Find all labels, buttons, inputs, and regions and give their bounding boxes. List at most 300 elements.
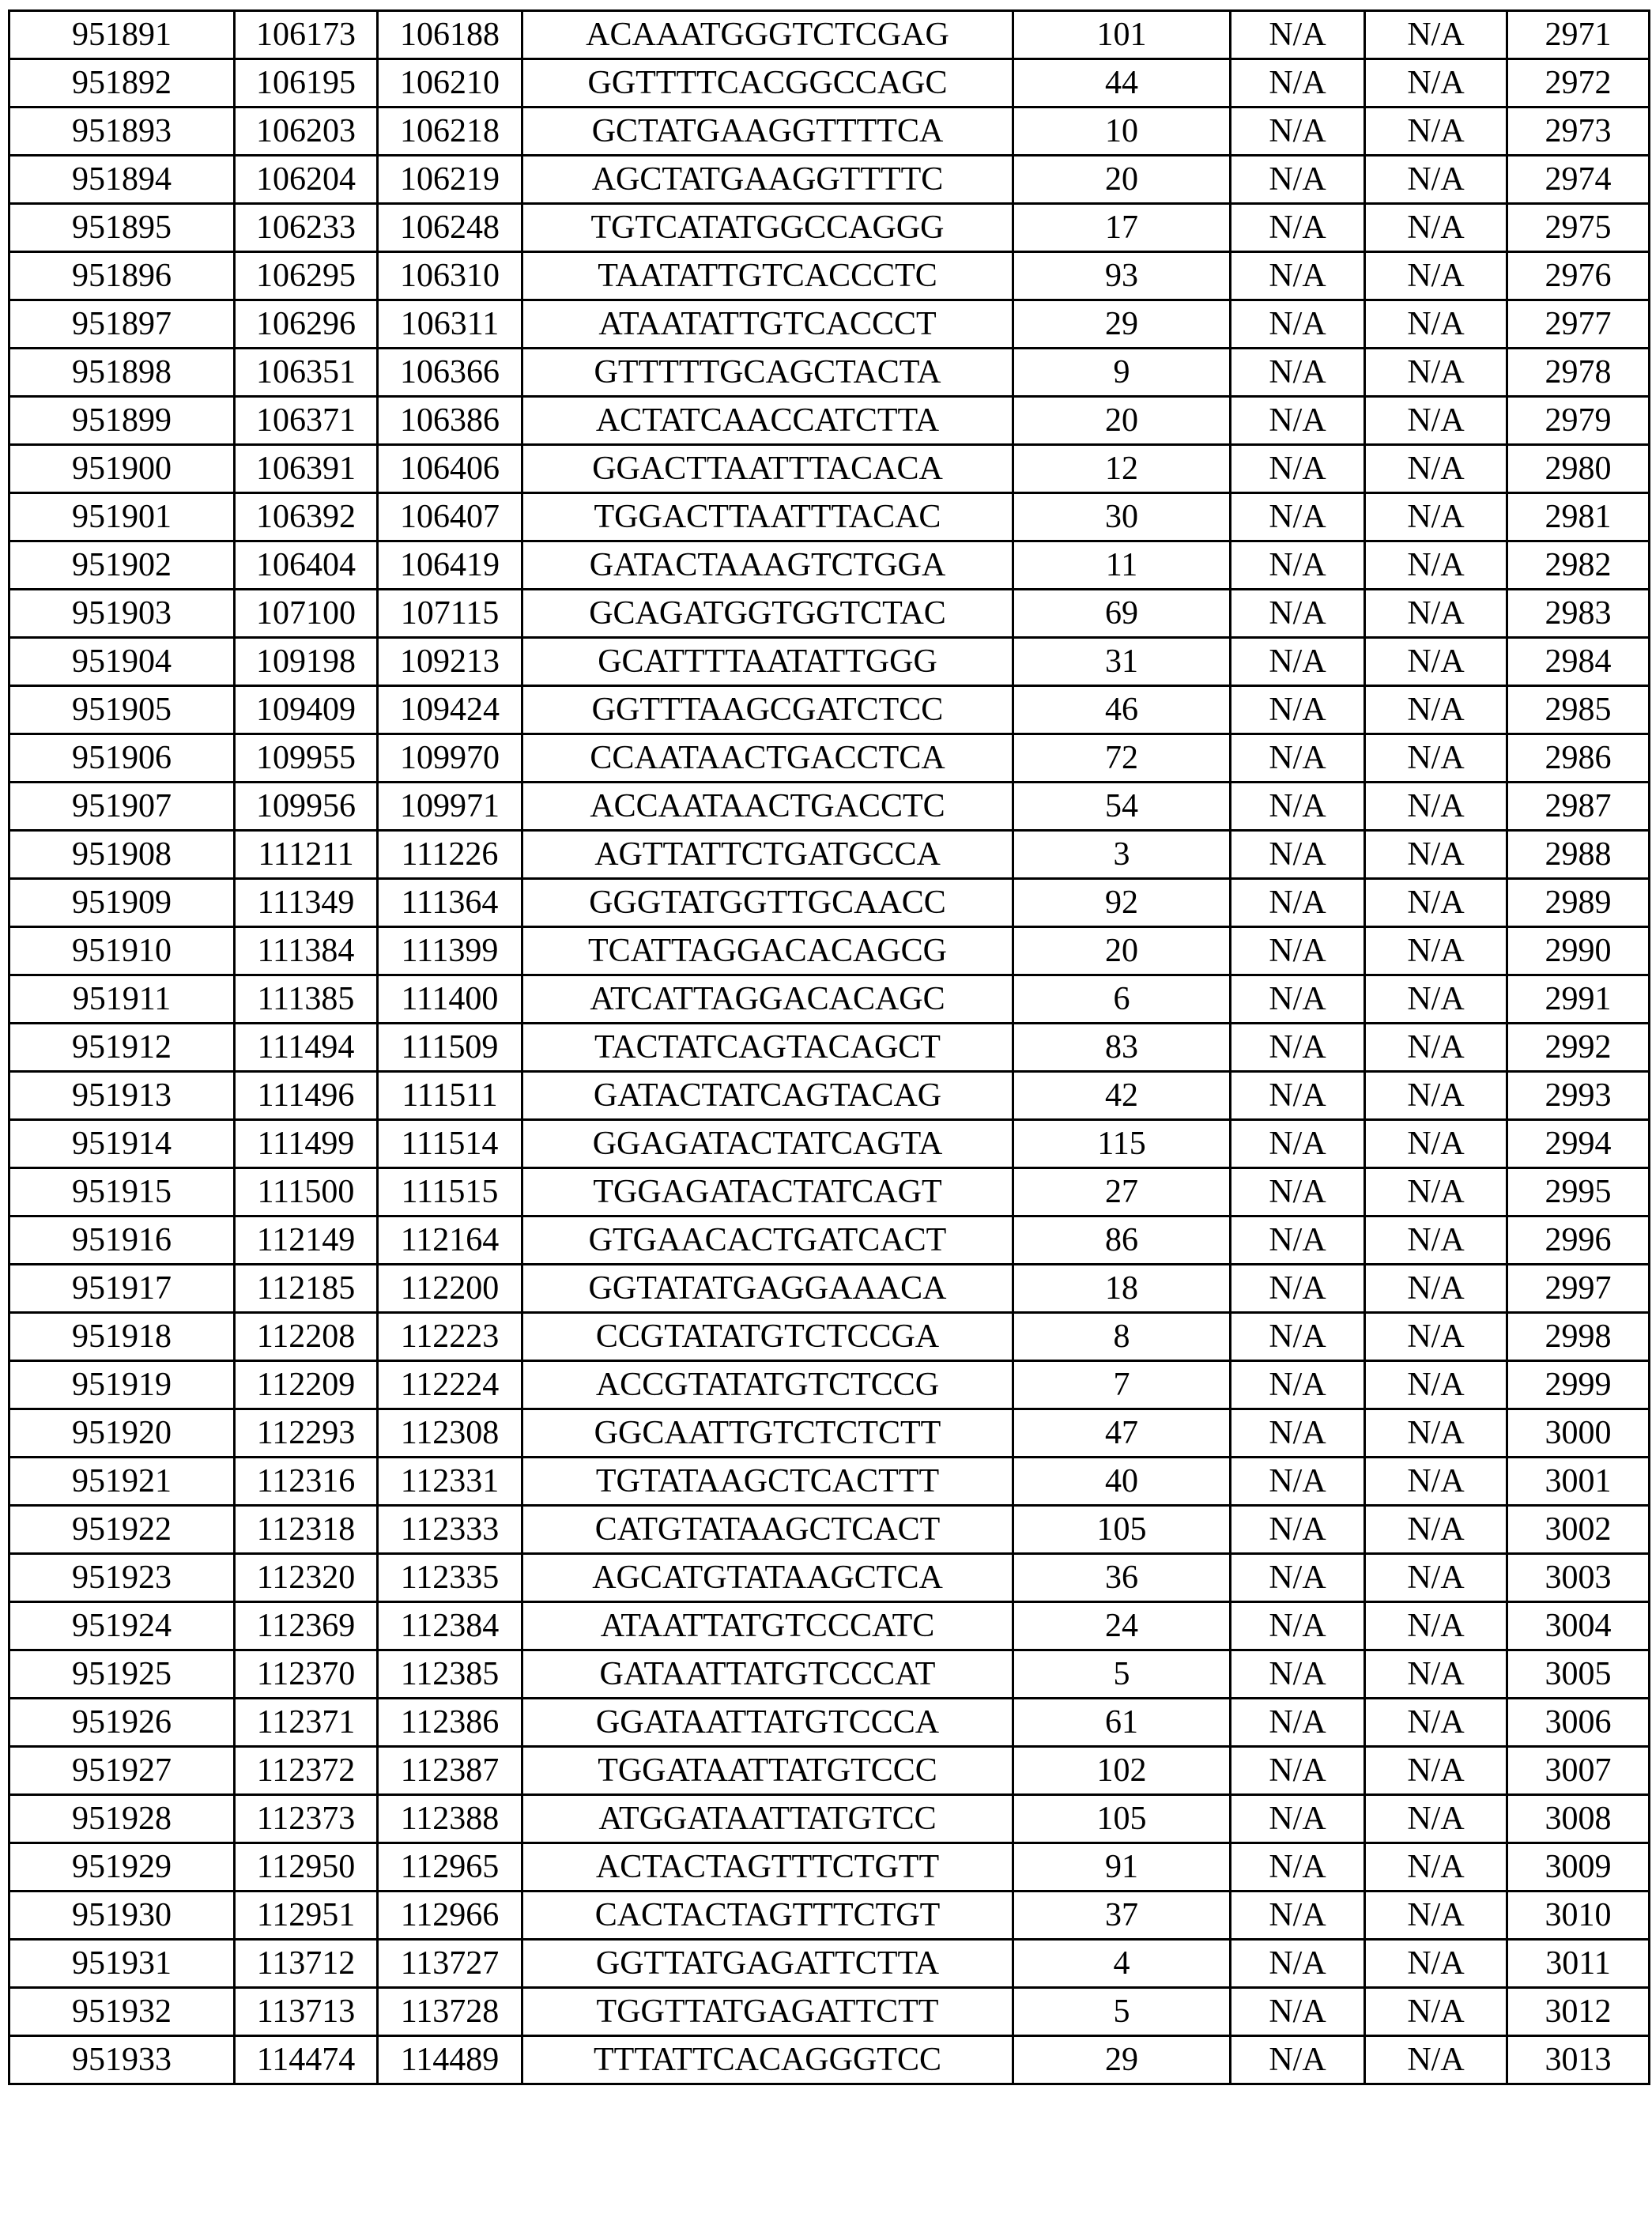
cell-percent-value: 47 — [1013, 1409, 1231, 1458]
cell-seq-id-number: 3010 — [1507, 1892, 1650, 1940]
cell-compound-number: 951892 — [9, 59, 235, 107]
cell-stop-site: 109970 — [378, 734, 522, 783]
cell-compound-number: 951895 — [9, 204, 235, 252]
cell-start-site: 112372 — [235, 1747, 378, 1795]
cell-na-value-1: N/A — [1231, 300, 1365, 349]
cell-na-value-1: N/A — [1231, 1458, 1365, 1506]
table-row — [9, 541, 1650, 590]
table-row — [9, 59, 1650, 107]
cell-percent-value: 12 — [1013, 445, 1231, 493]
cell-seq-id-number: 2984 — [1507, 638, 1650, 686]
cell-seq-id-number: 2992 — [1507, 1024, 1650, 1072]
table-row — [9, 1747, 1650, 1795]
cell-na-value-1: N/A — [1231, 879, 1365, 927]
table-row — [9, 686, 1650, 734]
cell-percent-value: 42 — [1013, 1072, 1231, 1120]
cell-percent-value: 20 — [1013, 927, 1231, 975]
cell-start-site: 112320 — [235, 1554, 378, 1602]
cell-seq-id-number: 3000 — [1507, 1409, 1650, 1458]
cell-na-value-1: N/A — [1231, 156, 1365, 204]
cell-seq-id-number: 2997 — [1507, 1265, 1650, 1313]
cell-na-value-2: N/A — [1365, 397, 1507, 445]
cell-na-value-1: N/A — [1231, 11, 1365, 59]
cell-compound-number: 951912 — [9, 1024, 235, 1072]
cell-stop-site: 106419 — [378, 541, 522, 590]
cell-percent-value: 31 — [1013, 638, 1231, 686]
cell-sequence: ATGGATAATTATGTCC — [522, 1795, 1013, 1843]
cell-na-value-2: N/A — [1365, 1216, 1507, 1265]
cell-compound-number: 951898 — [9, 349, 235, 397]
cell-stop-site: 113728 — [378, 1988, 522, 2036]
cell-sequence: GCATTTTAATATTGGG — [522, 638, 1013, 686]
cell-na-value-1: N/A — [1231, 831, 1365, 879]
cell-seq-id-number: 3008 — [1507, 1795, 1650, 1843]
cell-compound-number: 951893 — [9, 107, 235, 156]
cell-sequence: GGTTTAAGCGATCTCC — [522, 686, 1013, 734]
cell-seq-id-number: 3002 — [1507, 1506, 1650, 1554]
cell-seq-id-number: 2985 — [1507, 686, 1650, 734]
cell-stop-site: 112224 — [378, 1361, 522, 1409]
cell-seq-id-number: 3011 — [1507, 1940, 1650, 1988]
cell-start-site: 106203 — [235, 107, 378, 156]
cell-compound-number: 951917 — [9, 1265, 235, 1313]
table-row — [9, 156, 1650, 204]
table-row — [9, 107, 1650, 156]
cell-seq-id-number: 3001 — [1507, 1458, 1650, 1506]
cell-compound-number: 951905 — [9, 686, 235, 734]
table-row — [9, 1458, 1650, 1506]
cell-start-site: 107100 — [235, 590, 378, 638]
cell-na-value-1: N/A — [1231, 541, 1365, 590]
cell-na-value-2: N/A — [1365, 590, 1507, 638]
cell-start-site: 106295 — [235, 252, 378, 300]
cell-compound-number: 951913 — [9, 1072, 235, 1120]
cell-compound-number: 951927 — [9, 1747, 235, 1795]
cell-percent-value: 115 — [1013, 1120, 1231, 1168]
cell-na-value-1: N/A — [1231, 397, 1365, 445]
cell-compound-number: 951919 — [9, 1361, 235, 1409]
cell-seq-id-number: 2987 — [1507, 783, 1650, 831]
table-row — [9, 1409, 1650, 1458]
cell-start-site: 111494 — [235, 1024, 378, 1072]
table-row — [9, 1506, 1650, 1554]
cell-stop-site: 106366 — [378, 349, 522, 397]
table-row — [9, 879, 1650, 927]
cell-compound-number: 951891 — [9, 11, 235, 59]
cell-compound-number: 951918 — [9, 1313, 235, 1361]
table-row — [9, 1072, 1650, 1120]
cell-seq-id-number: 2983 — [1507, 590, 1650, 638]
cell-compound-number: 951914 — [9, 1120, 235, 1168]
cell-sequence: ATAATTATGTCCCATC — [522, 1602, 1013, 1650]
cell-sequence: TAATATTGTCACCCTC — [522, 252, 1013, 300]
cell-sequence: TGGATAATTATGTCCC — [522, 1747, 1013, 1795]
cell-na-value-2: N/A — [1365, 204, 1507, 252]
cell-start-site: 106296 — [235, 300, 378, 349]
cell-compound-number: 951915 — [9, 1168, 235, 1216]
cell-seq-id-number: 3007 — [1507, 1747, 1650, 1795]
cell-na-value-1: N/A — [1231, 686, 1365, 734]
cell-compound-number: 951900 — [9, 445, 235, 493]
cell-start-site: 112208 — [235, 1313, 378, 1361]
cell-seq-id-number: 2988 — [1507, 831, 1650, 879]
cell-percent-value: 69 — [1013, 590, 1231, 638]
cell-sequence: CCAATAACTGACCTCA — [522, 734, 1013, 783]
cell-na-value-1: N/A — [1231, 1988, 1365, 2036]
cell-percent-value: 102 — [1013, 1747, 1231, 1795]
cell-compound-number: 951930 — [9, 1892, 235, 1940]
cell-na-value-1: N/A — [1231, 638, 1365, 686]
cell-na-value-2: N/A — [1365, 1120, 1507, 1168]
table-row — [9, 11, 1650, 59]
cell-percent-value: 9 — [1013, 349, 1231, 397]
cell-compound-number: 951903 — [9, 590, 235, 638]
cell-na-value-1: N/A — [1231, 1216, 1365, 1265]
cell-na-value-1: N/A — [1231, 349, 1365, 397]
cell-na-value-2: N/A — [1365, 156, 1507, 204]
cell-start-site: 109409 — [235, 686, 378, 734]
cell-percent-value: 4 — [1013, 1940, 1231, 1988]
cell-percent-value: 8 — [1013, 1313, 1231, 1361]
cell-compound-number: 951911 — [9, 975, 235, 1024]
cell-start-site: 112369 — [235, 1602, 378, 1650]
cell-na-value-2: N/A — [1365, 1650, 1507, 1699]
cell-start-site: 112149 — [235, 1216, 378, 1265]
cell-na-value-1: N/A — [1231, 1120, 1365, 1168]
cell-percent-value: 5 — [1013, 1988, 1231, 2036]
cell-seq-id-number: 2994 — [1507, 1120, 1650, 1168]
table-row — [9, 300, 1650, 349]
cell-seq-id-number: 2996 — [1507, 1216, 1650, 1265]
table-row — [9, 2036, 1650, 2084]
cell-na-value-2: N/A — [1365, 783, 1507, 831]
cell-stop-site: 112388 — [378, 1795, 522, 1843]
cell-start-site: 106173 — [235, 11, 378, 59]
cell-start-site: 109955 — [235, 734, 378, 783]
cell-sequence: ACCGTATATGTCTCCG — [522, 1361, 1013, 1409]
cell-seq-id-number: 2995 — [1507, 1168, 1650, 1216]
cell-compound-number: 951909 — [9, 879, 235, 927]
cell-start-site: 112185 — [235, 1265, 378, 1313]
cell-na-value-1: N/A — [1231, 107, 1365, 156]
cell-stop-site: 111400 — [378, 975, 522, 1024]
cell-stop-site: 111514 — [378, 1120, 522, 1168]
cell-stop-site: 106248 — [378, 204, 522, 252]
cell-start-site: 114474 — [235, 2036, 378, 2084]
cell-stop-site: 106406 — [378, 445, 522, 493]
cell-percent-value: 105 — [1013, 1506, 1231, 1554]
cell-na-value-2: N/A — [1365, 1988, 1507, 2036]
table-row — [9, 1361, 1650, 1409]
cell-stop-site: 106311 — [378, 300, 522, 349]
table-row — [9, 783, 1650, 831]
cell-stop-site: 112386 — [378, 1699, 522, 1747]
cell-start-site: 111385 — [235, 975, 378, 1024]
cell-sequence: TGGTTATGAGATTCTT — [522, 1988, 1013, 2036]
cell-sequence: TGTCATATGGCCAGGG — [522, 204, 1013, 252]
cell-sequence: ACTACTAGTTTCTGTT — [522, 1843, 1013, 1892]
cell-seq-id-number: 3005 — [1507, 1650, 1650, 1699]
cell-na-value-1: N/A — [1231, 204, 1365, 252]
cell-percent-value: 3 — [1013, 831, 1231, 879]
cell-seq-id-number: 2980 — [1507, 445, 1650, 493]
cell-seq-id-number: 2975 — [1507, 204, 1650, 252]
cell-percent-value: 44 — [1013, 59, 1231, 107]
cell-sequence: GGGTATGGTTGCAACC — [522, 879, 1013, 927]
cell-start-site: 106204 — [235, 156, 378, 204]
cell-sequence: AGCTATGAAGGTTTTC — [522, 156, 1013, 204]
cell-stop-site: 107115 — [378, 590, 522, 638]
cell-seq-id-number: 2973 — [1507, 107, 1650, 156]
cell-sequence: CACTACTAGTTTCTGT — [522, 1892, 1013, 1940]
table-row — [9, 349, 1650, 397]
cell-stop-site: 112966 — [378, 1892, 522, 1940]
cell-stop-site: 112223 — [378, 1313, 522, 1361]
cell-na-value-2: N/A — [1365, 11, 1507, 59]
cell-na-value-1: N/A — [1231, 1940, 1365, 1988]
cell-sequence: GGTTTTCACGGCCAGC — [522, 59, 1013, 107]
cell-na-value-2: N/A — [1365, 1361, 1507, 1409]
cell-percent-value: 72 — [1013, 734, 1231, 783]
cell-percent-value: 29 — [1013, 2036, 1231, 2084]
cell-sequence: GGATAATTATGTCCCA — [522, 1699, 1013, 1747]
cell-na-value-2: N/A — [1365, 1602, 1507, 1650]
cell-seq-id-number: 2986 — [1507, 734, 1650, 783]
cell-seq-id-number: 2989 — [1507, 879, 1650, 927]
table-row — [9, 397, 1650, 445]
table-row — [9, 1843, 1650, 1892]
cell-start-site: 106195 — [235, 59, 378, 107]
cell-compound-number: 951931 — [9, 1940, 235, 1988]
cell-sequence: CATGTATAAGCTCACT — [522, 1506, 1013, 1554]
cell-seq-id-number: 2993 — [1507, 1072, 1650, 1120]
cell-compound-number: 951899 — [9, 397, 235, 445]
cell-na-value-1: N/A — [1231, 1072, 1365, 1120]
cell-stop-site: 111399 — [378, 927, 522, 975]
cell-na-value-2: N/A — [1365, 1409, 1507, 1458]
cell-percent-value: 30 — [1013, 493, 1231, 541]
cell-seq-id-number: 2971 — [1507, 11, 1650, 59]
cell-compound-number: 951906 — [9, 734, 235, 783]
cell-percent-value: 24 — [1013, 1602, 1231, 1650]
table-row — [9, 493, 1650, 541]
cell-na-value-2: N/A — [1365, 1506, 1507, 1554]
cell-stop-site: 106218 — [378, 107, 522, 156]
cell-start-site: 111211 — [235, 831, 378, 879]
table-row — [9, 1265, 1650, 1313]
cell-na-value-2: N/A — [1365, 2036, 1507, 2084]
cell-sequence: GGTTATGAGATTCTTA — [522, 1940, 1013, 1988]
cell-na-value-1: N/A — [1231, 1506, 1365, 1554]
cell-na-value-2: N/A — [1365, 1458, 1507, 1506]
cell-seq-id-number: 3013 — [1507, 2036, 1650, 2084]
cell-percent-value: 10 — [1013, 107, 1231, 156]
cell-na-value-1: N/A — [1231, 1361, 1365, 1409]
cell-na-value-2: N/A — [1365, 1168, 1507, 1216]
cell-start-site: 106233 — [235, 204, 378, 252]
cell-start-site: 113713 — [235, 1988, 378, 2036]
cell-seq-id-number: 2991 — [1507, 975, 1650, 1024]
cell-compound-number: 951922 — [9, 1506, 235, 1554]
cell-percent-value: 17 — [1013, 204, 1231, 252]
cell-start-site: 112318 — [235, 1506, 378, 1554]
cell-percent-value: 93 — [1013, 252, 1231, 300]
cell-seq-id-number: 3006 — [1507, 1699, 1650, 1747]
cell-compound-number: 951924 — [9, 1602, 235, 1650]
table-row — [9, 734, 1650, 783]
cell-percent-value: 40 — [1013, 1458, 1231, 1506]
oligo-data-table — [8, 9, 1650, 2085]
table-body — [9, 11, 1650, 2084]
cell-compound-number: 951916 — [9, 1216, 235, 1265]
cell-na-value-2: N/A — [1365, 1795, 1507, 1843]
cell-sequence: GGCAATTGTCTCTCTT — [522, 1409, 1013, 1458]
cell-na-value-2: N/A — [1365, 1747, 1507, 1795]
cell-na-value-2: N/A — [1365, 1892, 1507, 1940]
cell-na-value-1: N/A — [1231, 445, 1365, 493]
cell-na-value-1: N/A — [1231, 590, 1365, 638]
cell-na-value-2: N/A — [1365, 1843, 1507, 1892]
cell-seq-id-number: 3004 — [1507, 1602, 1650, 1650]
cell-na-value-1: N/A — [1231, 783, 1365, 831]
cell-start-site: 111384 — [235, 927, 378, 975]
cell-seq-id-number: 2977 — [1507, 300, 1650, 349]
cell-sequence: AGCATGTATAAGCTCA — [522, 1554, 1013, 1602]
cell-stop-site: 106188 — [378, 11, 522, 59]
cell-stop-site: 111226 — [378, 831, 522, 879]
cell-stop-site: 112385 — [378, 1650, 522, 1699]
cell-compound-number: 951929 — [9, 1843, 235, 1892]
cell-seq-id-number: 3009 — [1507, 1843, 1650, 1892]
table-row — [9, 831, 1650, 879]
cell-sequence: TGGAGATACTATCAGT — [522, 1168, 1013, 1216]
cell-compound-number: 951902 — [9, 541, 235, 590]
table-row — [9, 975, 1650, 1024]
cell-percent-value: 91 — [1013, 1843, 1231, 1892]
cell-na-value-2: N/A — [1365, 349, 1507, 397]
cell-na-value-1: N/A — [1231, 1168, 1365, 1216]
table-row — [9, 1988, 1650, 2036]
cell-stop-site: 106407 — [378, 493, 522, 541]
table-row — [9, 1216, 1650, 1265]
cell-stop-site: 114489 — [378, 2036, 522, 2084]
cell-sequence: ACAAATGGGTCTCGAG — [522, 11, 1013, 59]
cell-start-site: 112316 — [235, 1458, 378, 1506]
cell-seq-id-number: 2974 — [1507, 156, 1650, 204]
cell-sequence: CCGTATATGTCTCCGA — [522, 1313, 1013, 1361]
cell-na-value-1: N/A — [1231, 1892, 1365, 1940]
cell-compound-number: 951901 — [9, 493, 235, 541]
cell-start-site: 112371 — [235, 1699, 378, 1747]
cell-sequence: GCAGATGGTGGTCTAC — [522, 590, 1013, 638]
cell-na-value-2: N/A — [1365, 59, 1507, 107]
cell-stop-site: 109971 — [378, 783, 522, 831]
cell-na-value-1: N/A — [1231, 493, 1365, 541]
cell-na-value-2: N/A — [1365, 1265, 1507, 1313]
cell-na-value-1: N/A — [1231, 1409, 1365, 1458]
cell-start-site: 111499 — [235, 1120, 378, 1168]
cell-percent-value: 92 — [1013, 879, 1231, 927]
cell-compound-number: 951928 — [9, 1795, 235, 1843]
cell-percent-value: 20 — [1013, 397, 1231, 445]
cell-start-site: 113712 — [235, 1940, 378, 1988]
cell-na-value-2: N/A — [1365, 1024, 1507, 1072]
cell-start-site: 106371 — [235, 397, 378, 445]
cell-compound-number: 951907 — [9, 783, 235, 831]
cell-sequence: GATACTAAAGTCTGGA — [522, 541, 1013, 590]
cell-percent-value: 86 — [1013, 1216, 1231, 1265]
cell-start-site: 106404 — [235, 541, 378, 590]
cell-percent-value: 37 — [1013, 1892, 1231, 1940]
cell-seq-id-number: 3012 — [1507, 1988, 1650, 2036]
cell-start-site: 111500 — [235, 1168, 378, 1216]
cell-sequence: GGTATATGAGGAAACA — [522, 1265, 1013, 1313]
cell-compound-number: 951923 — [9, 1554, 235, 1602]
cell-na-value-1: N/A — [1231, 2036, 1365, 2084]
cell-start-site: 109198 — [235, 638, 378, 686]
cell-sequence: GGAGATACTATCAGTA — [522, 1120, 1013, 1168]
cell-stop-site: 111515 — [378, 1168, 522, 1216]
cell-percent-value: 20 — [1013, 156, 1231, 204]
cell-na-value-2: N/A — [1365, 975, 1507, 1024]
cell-na-value-2: N/A — [1365, 1554, 1507, 1602]
cell-stop-site: 112333 — [378, 1506, 522, 1554]
table-row — [9, 1602, 1650, 1650]
cell-compound-number: 951920 — [9, 1409, 235, 1458]
cell-seq-id-number: 2978 — [1507, 349, 1650, 397]
cell-sequence: GTGAACACTGATCACT — [522, 1216, 1013, 1265]
cell-na-value-2: N/A — [1365, 541, 1507, 590]
cell-stop-site: 112331 — [378, 1458, 522, 1506]
cell-sequence: GTTTTTGCAGCTACTA — [522, 349, 1013, 397]
cell-na-value-2: N/A — [1365, 686, 1507, 734]
table-row — [9, 204, 1650, 252]
cell-stop-site: 111364 — [378, 879, 522, 927]
cell-seq-id-number: 2999 — [1507, 1361, 1650, 1409]
cell-na-value-1: N/A — [1231, 1843, 1365, 1892]
cell-na-value-2: N/A — [1365, 300, 1507, 349]
cell-seq-id-number: 2979 — [1507, 397, 1650, 445]
cell-start-site: 112951 — [235, 1892, 378, 1940]
cell-na-value-1: N/A — [1231, 1265, 1365, 1313]
table-row — [9, 1120, 1650, 1168]
cell-start-site: 106392 — [235, 493, 378, 541]
table-row — [9, 1554, 1650, 1602]
table-row — [9, 445, 1650, 493]
cell-na-value-1: N/A — [1231, 1024, 1365, 1072]
cell-compound-number: 951921 — [9, 1458, 235, 1506]
cell-stop-site: 106310 — [378, 252, 522, 300]
cell-sequence: TTTATTCACAGGGTCC — [522, 2036, 1013, 2084]
cell-seq-id-number: 2982 — [1507, 541, 1650, 590]
cell-sequence: ACTATCAACCATCTTA — [522, 397, 1013, 445]
cell-na-value-1: N/A — [1231, 1650, 1365, 1699]
cell-seq-id-number: 2990 — [1507, 927, 1650, 975]
cell-percent-value: 6 — [1013, 975, 1231, 1024]
cell-percent-value: 46 — [1013, 686, 1231, 734]
cell-start-site: 112293 — [235, 1409, 378, 1458]
table-row — [9, 252, 1650, 300]
cell-sequence: TGGACTTAATTTACAC — [522, 493, 1013, 541]
cell-percent-value: 105 — [1013, 1795, 1231, 1843]
cell-seq-id-number: 2976 — [1507, 252, 1650, 300]
cell-sequence: TGTATAAGCTCACTTT — [522, 1458, 1013, 1506]
cell-na-value-1: N/A — [1231, 59, 1365, 107]
cell-na-value-2: N/A — [1365, 879, 1507, 927]
cell-compound-number: 951897 — [9, 300, 235, 349]
cell-compound-number: 951932 — [9, 1988, 235, 2036]
cell-compound-number: 951896 — [9, 252, 235, 300]
